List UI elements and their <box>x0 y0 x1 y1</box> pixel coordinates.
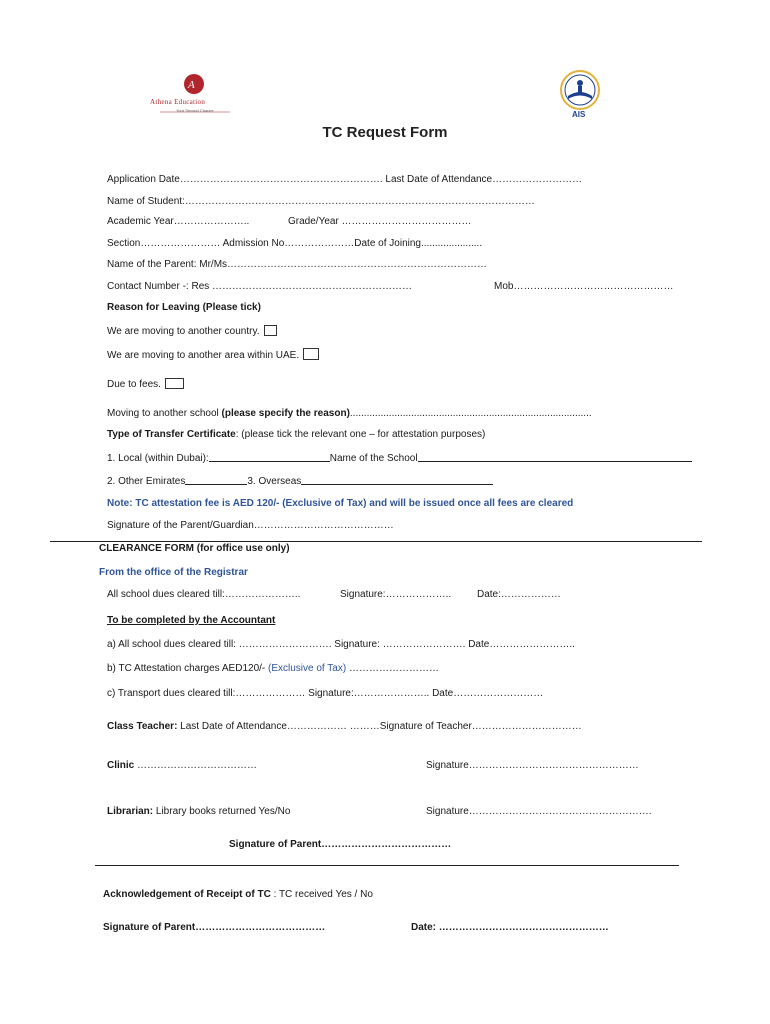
reason-option-uae <box>107 348 319 361</box>
reason-option-uae-label: We are moving to another area within UAE. <box>107 350 300 361</box>
svg-text:A: A <box>188 79 195 91</box>
registrar-date-field[interactable]: Date:……………… <box>477 589 561 600</box>
reason-option-other-school[interactable] <box>107 408 592 419</box>
transfer-school-label: Name of the School <box>329 453 418 464</box>
class-teacher-fields: Last Date of Attendance……………… ………Signature of Teacher…………………………… <box>177 721 582 732</box>
transfer-other-emirates-line[interactable] <box>185 475 247 485</box>
clinic-signature-field[interactable]: Signature…………………………………………… <box>426 760 639 771</box>
reason-option-country <box>107 325 277 337</box>
clinic-dots: ……………………………… <box>134 760 258 771</box>
clearance-parent-signature[interactable]: Signature of Parent………………………………… <box>229 839 452 850</box>
class-teacher-row[interactable] <box>107 721 582 732</box>
attestation-tax-note: (Exclusive of Tax) <box>268 663 347 674</box>
reason-fees-checkbox[interactable] <box>165 378 184 389</box>
reason-option-fees-label: Due to fees. <box>107 379 161 390</box>
reason-other-school-hint: (please specify the reason) <box>221 408 350 419</box>
registrar-heading: From the office of the Registrar <box>99 567 248 578</box>
clinic-row[interactable] <box>107 760 257 771</box>
page-title: TC Request Form <box>322 124 448 141</box>
acknowledgement-received: : TC received Yes / No <box>270 889 373 900</box>
parent-guardian-signature[interactable]: Signature of the Parent/Guardian…………………………………… <box>107 520 394 531</box>
academic-year-field[interactable]: Academic Year………………….. <box>107 216 250 227</box>
reason-other-school-dots: ....................................................................................... <box>349 408 592 419</box>
reason-option-fees <box>107 378 184 390</box>
student-name-field[interactable]: Name of Student:…………………………………………………………………………………………… <box>107 196 535 207</box>
registrar-dues-field[interactable]: All school dues cleared till:………………….. <box>107 589 301 600</box>
reason-other-school-label: Moving to another school <box>107 408 222 419</box>
reason-heading: Reason for Leaving (Please tick) <box>107 302 261 313</box>
clearance-heading: CLEARANCE FORM (for office use only) <box>99 543 290 554</box>
acknowledgement-row[interactable] <box>103 889 373 900</box>
transfer-other-emirates-label: 2. Other Emirates <box>107 476 186 487</box>
ack-parent-signature[interactable]: Signature of Parent………………………………… <box>103 922 326 933</box>
transfer-overseas-line[interactable] <box>301 475 493 485</box>
section-divider-bottom <box>95 865 679 866</box>
registrar-signature-field[interactable]: Signature:……………….. <box>340 589 452 600</box>
ais-logo <box>550 70 610 122</box>
ais-logo-text: AIS <box>572 110 586 119</box>
attestation-charges-label: b) TC Attestation charges AED120/- <box>107 663 269 674</box>
class-teacher-label: Class Teacher: <box>107 721 178 732</box>
reason-uae-checkbox[interactable] <box>303 348 319 360</box>
clinic-label: Clinic <box>107 760 135 771</box>
contact-res-field[interactable]: Contact Number -: Res …………………………………………………… <box>107 281 413 292</box>
svg-text:F: F <box>195 83 202 95</box>
parent-name-field[interactable]: Name of the Parent: Mr/Ms…………………………………………………………………… <box>107 259 488 270</box>
accountant-heading: To be completed by the Accountant <box>107 615 276 626</box>
transfer-type-label: Type of Transfer Certificate <box>107 429 236 440</box>
athena-logo-tagline: Your Second Chance <box>176 108 214 113</box>
librarian-signature-field[interactable]: Signature………………………………………………. <box>426 806 652 817</box>
reason-country-checkbox[interactable] <box>264 325 277 336</box>
reason-option-country-label: We are moving to another country. <box>107 326 260 337</box>
transfer-local-line[interactable] <box>209 452 330 462</box>
librarian-label: Librarian: <box>107 806 154 817</box>
accountant-transport-row[interactable]: c) Transport dues cleared till:………………… Signature:………………….. Date……………………… <box>107 688 544 699</box>
transfer-local-label: 1. Local (within Dubai): <box>107 453 209 464</box>
ack-date-field[interactable]: Date: …………………………………………… <box>411 922 609 933</box>
transfer-other-row <box>107 475 493 487</box>
accountant-attestation-row[interactable] <box>107 663 439 674</box>
accountant-dues-row[interactable]: a) All school dues cleared till: ………………………. Signature: ……………………. Date…………………….. <box>107 639 575 650</box>
attestation-fee-note: Note: TC attestation fee is AED 120/- (Exclusive of Tax) and will be issued once all fees are cleared <box>107 498 574 509</box>
section-divider-top <box>50 541 702 542</box>
acknowledgement-label: Acknowledgement of Receipt of TC <box>103 889 271 900</box>
application-date-field[interactable]: Application Date……………………………………………………. Last Date of Attendance……………………… <box>107 174 583 185</box>
transfer-school-line[interactable] <box>418 452 692 462</box>
athena-education-logo <box>150 72 240 118</box>
attestation-charges-dots: ……………………… <box>346 663 439 674</box>
contact-mob-field[interactable]: Mob………………………………………… <box>494 281 674 292</box>
grade-year-field[interactable]: Grade/Year ………………………………… <box>288 216 472 227</box>
transfer-type-hint: : (please tick the relevant one – for attestation purposes) <box>235 429 486 440</box>
librarian-row[interactable] <box>107 806 290 817</box>
transfer-overseas-label: 3. Overseas <box>247 476 302 487</box>
section-admission-field[interactable]: Section…………………… Admission No…………………Date of Joining...................... <box>107 238 483 249</box>
athena-logo-name: Athena Education <box>150 98 206 106</box>
transfer-type-heading <box>107 429 485 440</box>
transfer-local-row <box>107 452 692 464</box>
librarian-books-returned: Library books returned Yes/No <box>153 806 291 817</box>
